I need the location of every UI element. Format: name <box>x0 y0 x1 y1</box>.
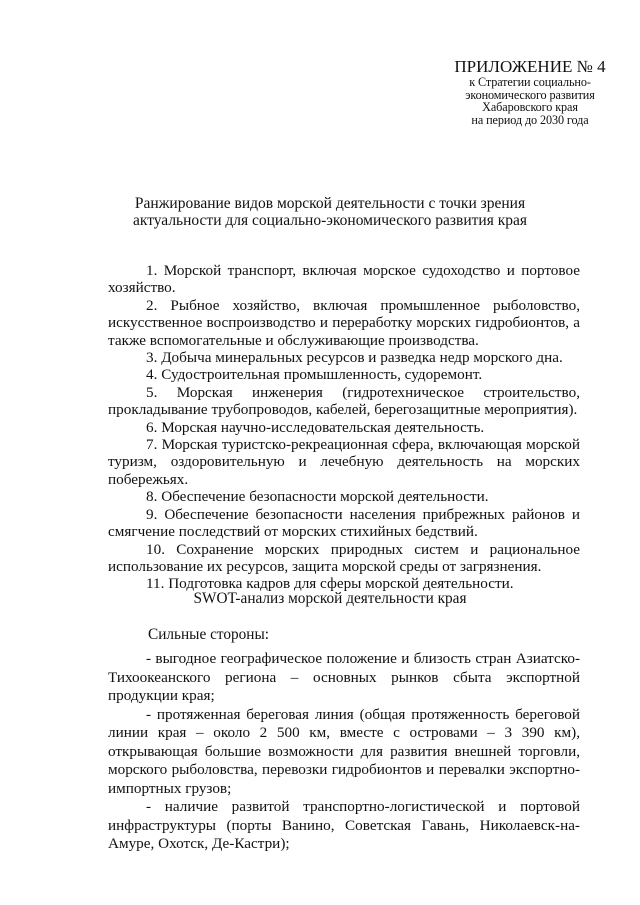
strength-item: - выгодное географическое положение и близость стран Азиатско-Тихоокеанского региона – основных рынков сбыта экспортной продукции края; <box>108 650 580 704</box>
ranking-item: 8. Обеспечение безопасности морской деятельности. <box>146 488 489 506</box>
ranking-item: 7. Морская туристско-рекреационная сфера, включающая морской туризм, оздоровительную и лечебную деятельность на морских побережьях. <box>108 436 580 488</box>
ranking-list <box>108 262 580 593</box>
appendix-line: Хабаровского края <box>482 100 578 115</box>
strengths-list <box>108 650 580 854</box>
ranking-item: 5. Морская инженерия (гидротехническое строительство, прокладывание трубопроводов, кабелей, берегозащитные мероприятия). <box>108 383 580 419</box>
ranking-item: 1. Морской транспорт, включая морское судоходство и портовое хозяйство. <box>108 262 580 297</box>
document-heading <box>60 196 600 229</box>
strength-item: - наличие развитой транспортно-логистической и портовой инфраструктуры (порты Ванино, Советская Гавань, Николаевск-на-Амуре, Охотск, Де-Кастри); <box>108 798 580 852</box>
appendix-title: ПРИЛОЖЕНИЕ № 4 <box>454 57 606 76</box>
ranking-item: 9. Обеспечение безопасности населения прибрежных районов и смягчение последствий от морских стихийных бедствий. <box>108 505 580 541</box>
appendix-line: на период до 2030 года <box>471 112 589 127</box>
ranking-item: 11. Подготовка кадров для сферы морской деятельности. <box>146 575 514 593</box>
ranking-item: 2. Рыбное хозяйство, включая промышленное рыболовство, искусственное воспроизводство и переработку морских гидробионтов, а также вспомогательные и обслуживающие производства. <box>108 296 580 349</box>
strengths-title: Сильные стороны: <box>148 626 270 643</box>
strength-item: - протяженная береговая линия (общая протяженность береговой линии края – около 2 500 км, вместе с островами – 3 390 км), открывающая большие возможности для развития внешней торговли, морского рыболовства, перевозки гидробионтов и перевалки экспортно-импортных грузов; <box>108 705 580 797</box>
ranking-item: 4. Судостроительная промышленность, судоремонт. <box>146 366 483 384</box>
appendix-header <box>430 58 630 126</box>
swot-title: SWOT-анализ морской деятельности края <box>193 590 467 607</box>
appendix-line: к Стратегии социально- <box>469 75 591 89</box>
ranking-item: 3. Добыча минеральных ресурсов и разведка недр морского дна. <box>146 349 563 367</box>
ranking-item: 6. Морская научно-исследовательская деятельность. <box>146 418 485 436</box>
ranking-item: 10. Сохранение морских природных систем и рациональное использование их ресурсов, защита морской среды от загрязнения. <box>108 540 580 575</box>
heading-line-2: актуальности для социально-экономического развития края <box>132 211 528 229</box>
appendix-line: экономического развития <box>465 87 595 102</box>
heading-line-1: Ранжирование видов морской деятельности с точки зрения <box>134 195 526 212</box>
